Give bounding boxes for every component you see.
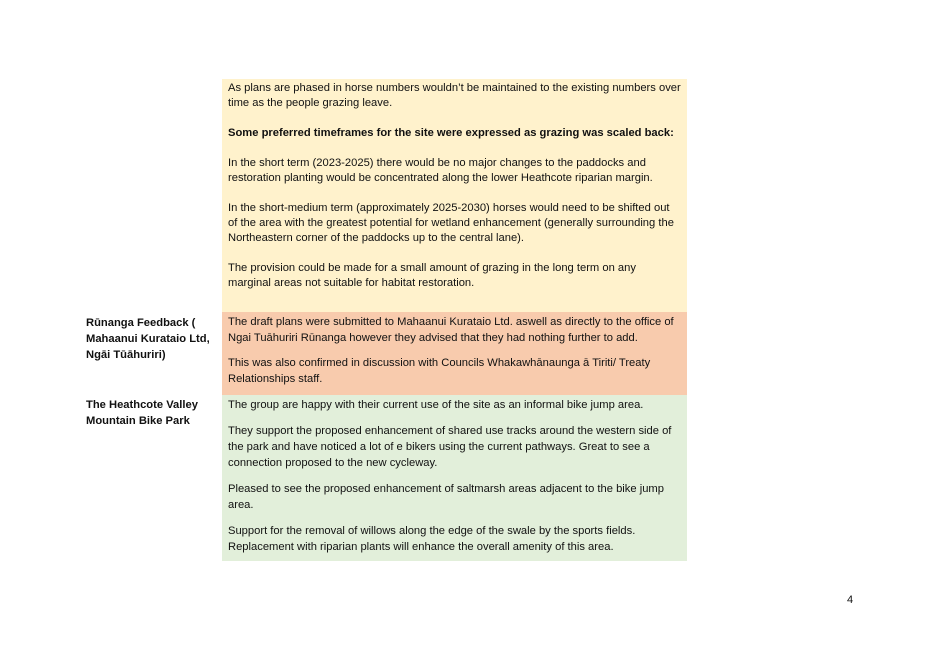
paragraph-confirmed: This was also confirmed in discussion with Councils Whakawhānaunga ā Tiriti/ Treaty Relationships staff.: [228, 357, 651, 385]
paragraph-timeframes-heading: Some preferred timeframes for the site were expressed as grazing was scaled back:: [228, 127, 674, 139]
row-body-grazing: [222, 79, 687, 312]
row-label-line: Ngāi Tūāhuriri): [86, 349, 166, 361]
paragraph-horse-numbers: As plans are phased in horse numbers wouldn’t be maintained to the existing numbers over time as the people grazing leave.: [228, 82, 681, 109]
table-row-runanga: [82, 312, 687, 395]
paragraph-draft-plans: The draft plans were submitted to Mahaanui Kurataio Ltd. aswell as directly to the office of Ngai Tuāhuriri Rūnanga however they advised that they had nothing further to add.: [228, 316, 674, 344]
paragraph-saltmarsh: Pleased to see the proposed enhancement of saltmarsh areas adjacent to the bike jump area.: [228, 483, 664, 511]
row-label-bike-park: [86, 397, 218, 429]
row-body-runanga: [222, 312, 687, 395]
row-label-line: Mountain Bike Park: [86, 415, 190, 427]
paragraph-long-term: The provision could be made for a small amount of grazing in the long term on any marginal areas not suitable for habitat restoration.: [228, 262, 636, 289]
paragraph-shared-tracks: They support the proposed enhancement of shared use tracks around the western side of the park and have noticed a lot of e bikers using the current pathways. Great to see a connection proposed to the new cycleway.: [228, 425, 672, 469]
row-label-runanga: [86, 315, 218, 363]
page-number: 4: [847, 594, 854, 606]
paragraph-happy-with-use: The group are happy with their current use of the site as an informal bike jump area.: [228, 399, 644, 411]
table-row-grazing: [82, 79, 687, 312]
paragraph-willows: Support for the removal of willows along the edge of the swale by the sports fields. Replacement with riparian plants will enhance the overall amenity of this area.: [228, 525, 636, 553]
row-label-line: Mahaanui Kurataio Ltd,: [86, 333, 210, 345]
row-label-line: Rūnanga Feedback (: [86, 317, 196, 329]
paragraph-short-term: In the short term (2023-2025) there would be no major changes to the paddocks and restoration planting would be concentrated along the lower Heathcote riparian margin.: [228, 157, 653, 184]
row-body-bike-park: [222, 395, 687, 561]
paragraph-short-medium-term: In the short-medium term (approximately 2025-2030) horses would need to be shifted out of the area with the greatest potential for wetland enhancement (generally surrounding the Northeastern corner of the paddocks up to the central lane).: [228, 202, 674, 244]
table-row-bike-park: [82, 395, 687, 561]
row-label-line: The Heathcote Valley: [86, 399, 198, 411]
